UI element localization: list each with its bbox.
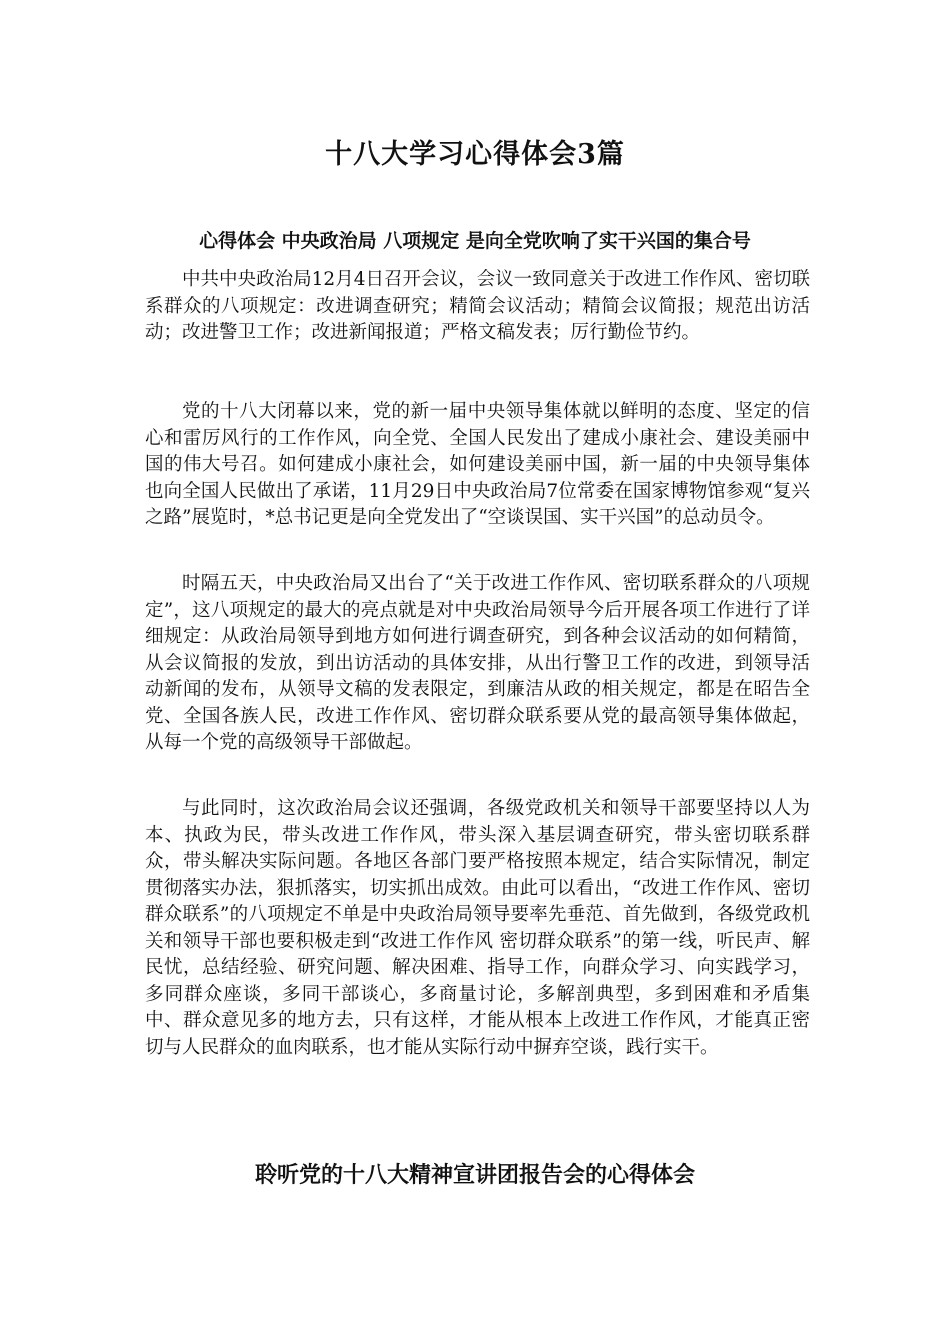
paragraph-4: 与此同时，这次政治局会议还强调，各级党政机关和领导干部要坚持以人为本、执政为民，带头改进工作作风，带头深入基层调查研究，带头密切联系群众，带头解决实际问题。各地区各部门要严格按照本规定，结合实际情况，制定贯彻落实办法，狠抓落实，切实抓出成效。由此可以看出，“改进工作作风、密切群众联系”的八项规定不单是中央政治局领导要率先垂范、首先做到，各级党政机关和领导干部也要积极走到“改进工作作风 密切群众联系”的第一线，听民声、解民忧，总结经验、研究问题、解决困难、指导工作，向群众学习、向实践学习，多同群众座谈，多同干部谈心，多商量讨论，多解剖典型，多到困难和矛盾集中、群众意见多的地方去，只有这样，才能从根本上改进工作作风，才能真正密切与人民群众的血肉联系，也才能从实际行动中摒弃空谈，践行实干。 xyxy=(145,798,810,1058)
document-title: 十八大学习心得体会3篇 xyxy=(325,139,625,170)
paragraph-1: 中共中央政治局12月4日召开会议，会议一致同意关于改进工作作风、密切联系群众的八项规定：改进调查研究；精简会议活动；精简会议简报；规范出访活动；改进警卫工作；改进新闻报道；严格文稿发表；厉行勤俭节约。 xyxy=(145,269,810,343)
paragraph-3: 时隔五天，中央政治局又出台了“关于改进工作作风、密切联系群众的八项规定”，这八项规定的最大的亮点就是对中央政治局领导今后开展各项工作进行了详细规定：从政治局领导到地方如何进行调查研究，到各种会议活动的如何精简，从会议简报的发放，到出访活动的具体安排，从出行警卫工作的改进，到领导活动新闻的发布，从领导文稿的发表限定，到廉洁从政的相关规定，都是在昭告全党、全国各族人民，改进工作作风、密切群众联系要从党的最高领导集体做起，从每一个党的高级领导干部做起。 xyxy=(145,573,810,753)
section-heading-2: 聆听党的十八大精神宣讲团报告会的心得体会 xyxy=(254,1162,695,1188)
paragraph-2: 党的十八大闭幕以来，党的新一届中央领导集体就以鲜明的态度、坚定的信心和雷厉风行的工作作风，向全党、全国人民发出了建成小康社会、建设美丽中国的伟大号召。如何建成小康社会，如何建设美丽中国，新一届的中央领导集体也向全国人民做出了承诺，11月29日中央政治局7位常委在国家博物馆参观“复兴之路”展览时，*总书记更是向全党发出了“空谈误国、实干兴国”的总动员令。 xyxy=(145,401,810,528)
section-heading-1: 心得体会 中央政治局 八项规定 是向全党吹响了实干兴国的集合号 xyxy=(199,230,751,252)
